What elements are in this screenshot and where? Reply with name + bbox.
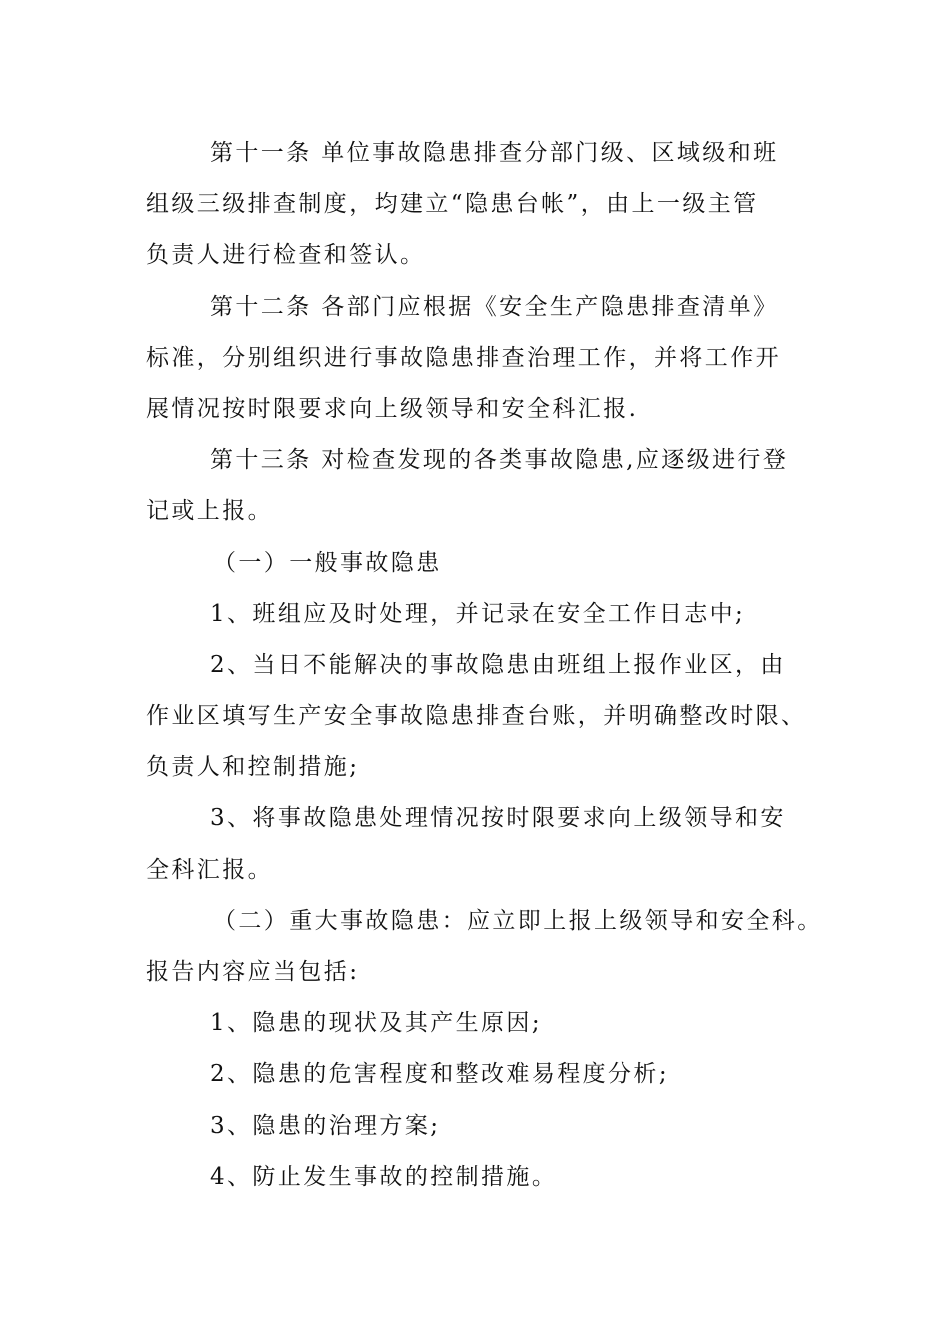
report-item-1: 1、隐患的现状及其产生原因; xyxy=(210,1010,542,1037)
report-item-3: 3、隐患的治理方案; xyxy=(210,1112,441,1139)
article-11-line-2: 组级三级排查制度，均建立“隐患台帐”，由上一级主管 xyxy=(146,191,759,218)
article-11-line-3: 负责人进行检查和签认。 xyxy=(146,242,426,269)
article-13-line-1: 第十三条 对检查发现的各类事故隐患,应逐级进行登 xyxy=(210,447,789,474)
general-item-2-line-2: 作业区填写生产安全事故隐患排查台账，并明确整改时限、 xyxy=(146,703,807,730)
document-body xyxy=(146,128,823,1203)
report-content-intro: 报告内容应当包括: xyxy=(146,959,360,985)
general-item-1: 1、班组应及时处理，并记录在安全工作日志中; xyxy=(210,600,746,627)
article-12-line-3: 展情况按时限要求向上级领导和安全科汇报. xyxy=(146,395,639,422)
major-hazard-heading: （二）重大事故隐患：应立即上报上级领导和安全科。 xyxy=(213,907,823,934)
report-item-2: 2、隐患的危害程度和整改难易程度分析; xyxy=(210,1061,669,1088)
general-hazard-heading: （一）一般事故隐患 xyxy=(213,549,442,576)
article-13-line-2: 记或上报。 xyxy=(146,498,273,525)
report-item-4: 4、防止发生事故的控制措施。 xyxy=(210,1163,558,1190)
article-11-line-1: 第十一条 单位事故隐患排查分部门级、区域级和班 xyxy=(210,140,779,166)
general-item-3-line-2: 全科汇报。 xyxy=(146,856,273,883)
article-12-line-2: 标准，分别组织进行事故隐患排查治理工作，并将工作开 xyxy=(146,344,781,371)
article-12-line-1: 第十二条 各部门应根据《安全生产隐患排查清单》 xyxy=(210,293,779,320)
general-item-2-line-1: 2、当日不能解决的事故隐患由班组上报作业区，由 xyxy=(210,651,786,678)
general-item-2-line-3: 负责人和控制措施; xyxy=(146,754,360,781)
general-item-3-line-1: 3、将事故隐患处理情况按时限要求向上级领导和安 xyxy=(210,805,786,832)
